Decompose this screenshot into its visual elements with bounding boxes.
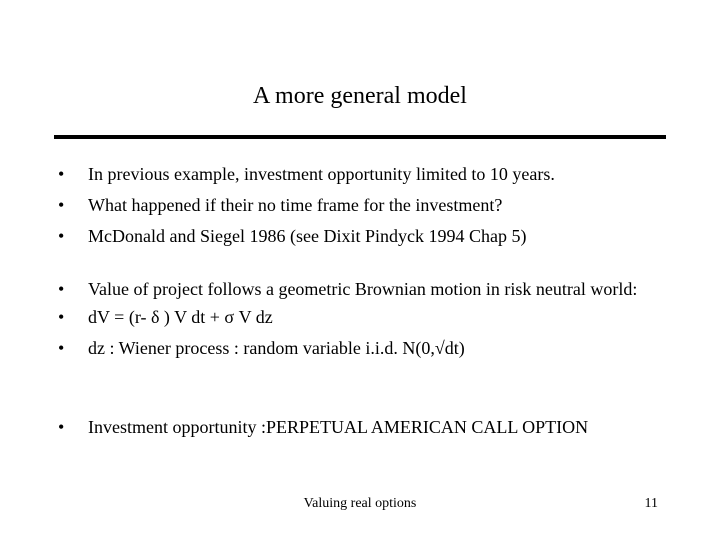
- bullet-text: Investment opportunity :PERPETUAL AMERICAN CALL OPTION: [88, 417, 589, 437]
- bullet-marker: •: [58, 195, 65, 215]
- bullet-group-model: [58, 278, 658, 368]
- bullet-group-option: [58, 416, 658, 447]
- bullet-item: [58, 278, 658, 300]
- page-number: 11: [644, 496, 658, 511]
- slide-title: [0, 82, 720, 110]
- bullet-text-equation: dV = (r- δ ) V dt + σ V dz: [88, 307, 273, 327]
- slide-title-text: A more general model: [253, 83, 467, 109]
- bullet-text: In previous example, investment opportunity limited to 10 years.: [88, 164, 555, 184]
- bullet-text: What happened if their no time frame for the investment?: [88, 195, 503, 215]
- bullet-text: dz : Wiener process : random variable i.i.d. N(0,√dt): [88, 338, 465, 358]
- bullet-item: [58, 337, 658, 359]
- title-divider: [54, 135, 666, 139]
- bullet-marker: •: [58, 226, 65, 246]
- bullet-marker: •: [58, 417, 65, 437]
- bullet-text: McDonald and Siegel 1986 (see Dixit Pindyck 1994 Chap 5): [88, 226, 527, 246]
- bullet-text: Value of project follows a geometric Brownian motion in risk neutral world:: [88, 279, 638, 299]
- bullet-item: [58, 163, 658, 185]
- bullet-marker: •: [58, 164, 65, 184]
- bullet-group-intro: [58, 163, 658, 256]
- bullet-marker: •: [58, 338, 65, 358]
- bullet-marker: •: [58, 307, 65, 327]
- bullet-item: [58, 225, 658, 247]
- bullet-item: [58, 306, 658, 328]
- bullet-item: [58, 194, 658, 216]
- bullet-item: [58, 416, 658, 438]
- slide-footer: Valuing real options: [303, 496, 417, 511]
- bullet-marker: •: [58, 279, 65, 299]
